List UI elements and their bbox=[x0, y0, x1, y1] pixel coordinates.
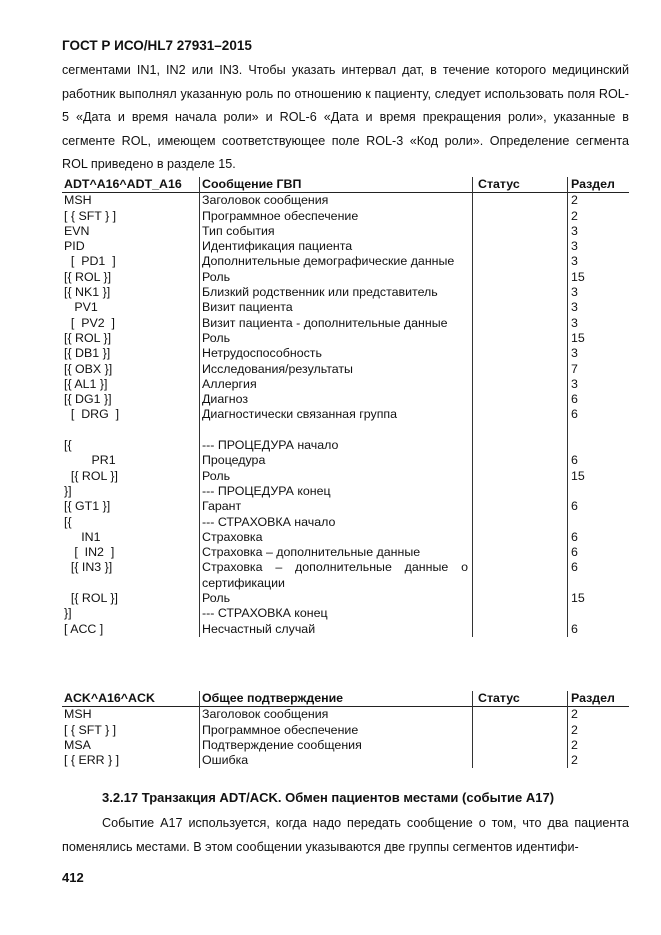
table-row bbox=[62, 209, 629, 224]
section-cell bbox=[567, 484, 629, 499]
closing-paragraph: Событие A17 используется, когда надо передать сообщение о том, что два пациента поменялись местами. В этом сообщении указываются две группы сегментов идентифи- bbox=[62, 816, 629, 854]
segment-cell: MSH bbox=[64, 707, 92, 722]
status-cell bbox=[472, 362, 567, 377]
section-cell: 6 bbox=[571, 392, 578, 407]
section-cell: 6 bbox=[571, 407, 578, 422]
table-row bbox=[62, 377, 629, 392]
description-cell: Страховка – дополнительные данные о сертификации bbox=[202, 560, 468, 590]
column-divider bbox=[472, 177, 473, 637]
description-cell: Диагноз bbox=[202, 392, 248, 407]
segment-cell: [ PV2 ] bbox=[64, 315, 115, 330]
table-row bbox=[62, 738, 629, 753]
table-row bbox=[62, 707, 629, 722]
status-cell bbox=[472, 484, 567, 499]
status-cell bbox=[472, 469, 567, 484]
description-cell bbox=[199, 423, 472, 438]
description-cell: Роль bbox=[202, 269, 231, 284]
section-cell: 7 bbox=[571, 361, 578, 376]
description-cell: Заголовок сообщения bbox=[202, 707, 329, 722]
status-cell bbox=[472, 270, 567, 285]
section-cell: 6 bbox=[571, 560, 578, 575]
status-cell bbox=[472, 285, 567, 300]
segment-cell: PID bbox=[64, 239, 85, 254]
section-cell bbox=[567, 606, 629, 621]
description-cell: Аллергия bbox=[202, 376, 257, 391]
segment-cell: PR1 bbox=[64, 453, 116, 468]
segment-cell: [{ DB1 }] bbox=[64, 346, 111, 361]
status-cell bbox=[472, 300, 567, 315]
table-row bbox=[62, 224, 629, 239]
column-header-section: Раздел bbox=[571, 177, 615, 191]
description-cell: Программное обеспечение bbox=[202, 208, 359, 223]
segment-cell: [ PD1 ] bbox=[64, 254, 116, 269]
table-row bbox=[62, 331, 629, 346]
status-cell bbox=[472, 377, 567, 392]
table-row bbox=[62, 753, 629, 768]
column-header-status: Статус bbox=[478, 691, 520, 705]
status-cell bbox=[472, 392, 567, 407]
status-cell bbox=[472, 723, 567, 738]
table-row bbox=[62, 606, 629, 621]
table-row bbox=[62, 392, 629, 407]
description-cell: Программное обеспечение bbox=[202, 722, 359, 737]
segment-cell: [ { SFT } ] bbox=[64, 722, 117, 737]
segment-cell: [ ACC ] bbox=[64, 621, 104, 636]
table-row bbox=[62, 254, 629, 269]
section-cell: 6 bbox=[571, 545, 578, 560]
status-cell bbox=[472, 423, 567, 438]
table-row bbox=[62, 300, 629, 315]
status-cell bbox=[472, 331, 567, 346]
table-header-row bbox=[62, 691, 629, 707]
status-cell bbox=[472, 209, 567, 224]
segment-cell: [ { ERR } ] bbox=[64, 753, 120, 768]
ack-a16-message-table bbox=[62, 691, 629, 768]
table-row bbox=[62, 423, 629, 438]
table-row bbox=[62, 545, 629, 560]
description-cell: Дополнительные демографические данные bbox=[202, 254, 455, 269]
column-header-section: Раздел bbox=[571, 691, 615, 705]
table-row bbox=[62, 453, 629, 468]
segment-cell: IN1 bbox=[64, 529, 101, 544]
status-cell bbox=[472, 591, 567, 606]
description-cell: Страховка bbox=[202, 529, 263, 544]
section-cell: 3 bbox=[571, 223, 578, 238]
section-cell: 15 bbox=[571, 591, 585, 606]
section-cell: 3 bbox=[571, 346, 578, 361]
section-cell: 3 bbox=[571, 376, 578, 391]
segment-cell: [{ IN3 }] bbox=[64, 560, 113, 575]
status-cell bbox=[472, 545, 567, 560]
segment-cell: [{ NK1 }] bbox=[64, 285, 111, 300]
section-heading: 3.2.17 Транзакция ADT/ACK. Обмен пациентов местами (событие A17) bbox=[102, 790, 555, 805]
description-cell: --- ПРОЦЕДУРА конец bbox=[202, 483, 331, 498]
status-cell bbox=[472, 622, 567, 637]
status-cell bbox=[472, 515, 567, 530]
status-cell bbox=[472, 738, 567, 753]
section-cell: 2 bbox=[571, 753, 578, 768]
section-cell: 6 bbox=[571, 529, 578, 544]
section-cell: 15 bbox=[571, 468, 585, 483]
segment-cell: [{ ROL }] bbox=[64, 330, 112, 345]
section-cell bbox=[567, 423, 629, 438]
table-row bbox=[62, 438, 629, 453]
description-cell: Роль bbox=[202, 591, 231, 606]
description-cell: --- СТРАХОВКА начало bbox=[202, 514, 336, 529]
section-cell bbox=[567, 515, 629, 530]
table-row bbox=[62, 407, 629, 422]
table-row bbox=[62, 530, 629, 545]
status-cell bbox=[472, 499, 567, 514]
table-row bbox=[62, 723, 629, 738]
description-cell: Тип события bbox=[202, 223, 275, 238]
status-cell bbox=[472, 407, 567, 422]
segment-cell bbox=[62, 423, 199, 438]
description-cell: --- ПРОЦЕДУРА начало bbox=[202, 438, 339, 453]
segment-cell: [{ ROL }] bbox=[64, 591, 118, 606]
table-row bbox=[62, 346, 629, 361]
table-row bbox=[62, 239, 629, 254]
section-cell: 6 bbox=[571, 621, 578, 636]
column-divider bbox=[567, 691, 568, 768]
column-header-status: Статус bbox=[478, 177, 520, 191]
segment-cell: [{ GT1 }] bbox=[64, 499, 111, 514]
description-cell: Близкий родственник или представитель bbox=[202, 285, 438, 300]
adt-a16-message-table bbox=[62, 177, 629, 637]
description-cell: Исследования/результаты bbox=[202, 361, 353, 376]
section-cell: 3 bbox=[571, 285, 578, 300]
table-row bbox=[62, 469, 629, 484]
column-header-description: Общее подтверждение bbox=[202, 691, 344, 705]
status-cell bbox=[472, 453, 567, 468]
segment-cell: [ DRG ] bbox=[64, 407, 120, 422]
segment-cell: }] bbox=[64, 483, 72, 498]
description-cell: --- СТРАХОВКА конец bbox=[202, 606, 328, 621]
description-cell: Страховка – дополнительные данные bbox=[202, 545, 421, 560]
table-row bbox=[62, 316, 629, 331]
status-cell bbox=[472, 438, 567, 453]
column-divider bbox=[199, 177, 200, 637]
table-body bbox=[62, 193, 629, 637]
status-cell bbox=[472, 346, 567, 361]
table-row bbox=[62, 193, 629, 208]
segment-cell: [ IN2 ] bbox=[64, 545, 115, 560]
segment-cell: [{ DG1 }] bbox=[64, 392, 112, 407]
section-cell: 15 bbox=[571, 330, 585, 345]
description-cell: Визит пациента - дополнительные данные bbox=[202, 315, 448, 330]
table-row bbox=[62, 515, 629, 530]
section-cell: 2 bbox=[571, 193, 578, 208]
segment-cell: MSH bbox=[64, 193, 92, 208]
section-cell: 3 bbox=[571, 239, 578, 254]
status-cell bbox=[472, 560, 567, 591]
description-cell: Гарант bbox=[202, 499, 242, 514]
description-cell: Заголовок сообщения bbox=[202, 193, 329, 208]
column-header-segment: ADT^A16^ADT_A16 bbox=[64, 177, 182, 191]
table-header-row bbox=[62, 177, 629, 193]
segment-cell: [{ ROL }] bbox=[64, 269, 112, 284]
section-cell: 15 bbox=[571, 269, 585, 284]
segment-cell: PV1 bbox=[64, 300, 98, 315]
section-cell: 2 bbox=[571, 707, 578, 722]
segment-cell: [{ bbox=[64, 514, 72, 529]
description-cell: Несчастный случай bbox=[202, 621, 316, 636]
status-cell bbox=[472, 316, 567, 331]
segment-cell: [{ ROL }] bbox=[64, 468, 118, 483]
description-cell: Подтверждение сообщения bbox=[202, 737, 362, 752]
segment-cell: [{ bbox=[64, 438, 72, 453]
description-cell: Визит пациента bbox=[202, 300, 293, 315]
status-cell bbox=[472, 753, 567, 768]
column-header-segment: ACK^A16^ACK bbox=[64, 691, 155, 705]
description-cell: Роль bbox=[202, 468, 231, 483]
section-cell: 6 bbox=[571, 453, 578, 468]
description-cell: Идентификация пациента bbox=[202, 239, 353, 254]
table-row bbox=[62, 270, 629, 285]
column-header-description: Сообщение ГВП bbox=[202, 177, 302, 191]
status-cell bbox=[472, 239, 567, 254]
section-cell: 3 bbox=[571, 254, 578, 269]
description-cell: Роль bbox=[202, 330, 231, 345]
table-row bbox=[62, 285, 629, 300]
column-divider bbox=[472, 691, 473, 768]
table-row bbox=[62, 484, 629, 499]
section-cell: 2 bbox=[571, 208, 578, 223]
segment-cell: }] bbox=[64, 606, 72, 621]
section-cell: 2 bbox=[571, 737, 578, 752]
segment-cell: MSA bbox=[64, 737, 91, 752]
section-cell: 2 bbox=[571, 722, 578, 737]
status-cell bbox=[472, 606, 567, 621]
description-cell: Диагностически связанная группа bbox=[202, 407, 398, 422]
table-body bbox=[62, 707, 629, 768]
description-cell: Процедура bbox=[202, 453, 266, 468]
table-row bbox=[62, 362, 629, 377]
section-cell: 3 bbox=[571, 315, 578, 330]
status-cell bbox=[472, 254, 567, 269]
segment-cell: EVN bbox=[64, 223, 90, 238]
segment-cell: [{ OBX }] bbox=[64, 361, 113, 376]
column-divider bbox=[199, 691, 200, 768]
section-cell: 3 bbox=[571, 300, 578, 315]
table-row bbox=[62, 560, 629, 591]
section-cell: 6 bbox=[571, 499, 578, 514]
segment-cell: [ { SFT } ] bbox=[64, 208, 117, 223]
section-cell bbox=[567, 438, 629, 453]
document-standard-header: ГОСТ Р ИСО/HL7 27931–2015 bbox=[62, 38, 252, 53]
page-number: 412 bbox=[62, 870, 84, 885]
intro-paragraph: сегментами IN1, IN2 или IN3. Чтобы указать интервал дат, в течение которого медицинский работник выполнял указанную роль по отношению к пациенту, следует использовать поля ROL-5 «Дата и время начала роли» и ROL-6 «Дата и время прекращения роли», указанные в сегменте ROL, имеющем соответствующее поле ROL-3 «Код роли». Определение сегмента ROL приведено в разделе 15. bbox=[62, 63, 629, 171]
description-cell: Ошибка bbox=[202, 753, 249, 768]
table-row bbox=[62, 622, 629, 637]
table-row bbox=[62, 591, 629, 606]
status-cell bbox=[472, 224, 567, 239]
status-cell bbox=[472, 193, 567, 208]
table-row bbox=[62, 499, 629, 514]
description-cell: Нетрудоспособность bbox=[202, 346, 322, 361]
status-cell bbox=[472, 707, 567, 722]
column-divider bbox=[567, 177, 568, 637]
segment-cell: [{ AL1 }] bbox=[64, 376, 108, 391]
status-cell bbox=[472, 530, 567, 545]
